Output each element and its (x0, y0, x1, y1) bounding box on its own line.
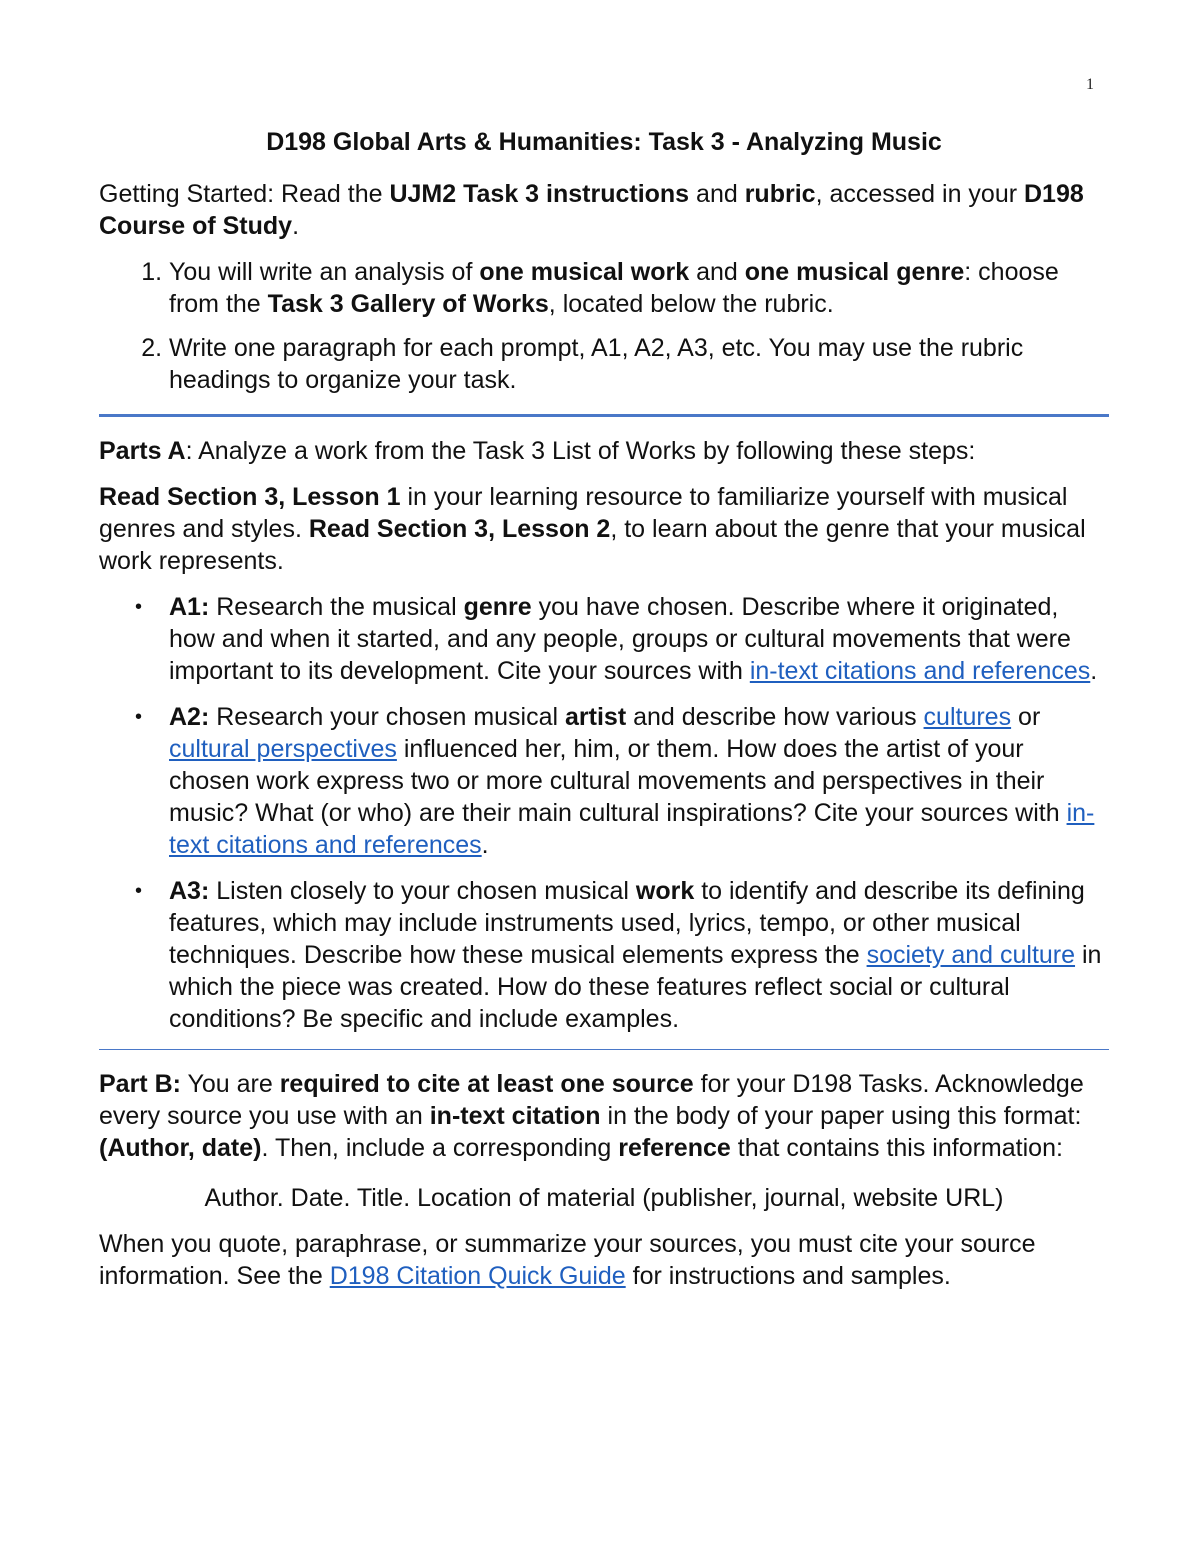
part-b-heading: Part B: (99, 1070, 181, 1098)
bold-text: D198 Course of Study (99, 180, 1084, 240)
steps-list (99, 256, 1109, 396)
bold-text: UJM2 Task 3 instructions (389, 180, 690, 208)
text: Research your chosen musical (209, 703, 566, 731)
text: for your D198 Tasks. Acknowledge every source you use with an (99, 1070, 1084, 1130)
part-b-paragraph (99, 1068, 1109, 1164)
text: in the body of your paper using this format: (600, 1102, 1082, 1130)
closing-paragraph (99, 1228, 1109, 1292)
text: or (1011, 703, 1041, 731)
text: that contains this information: (730, 1134, 1063, 1162)
bold-text: one musical genre (744, 258, 965, 286)
prompt-label: A2: (169, 703, 210, 731)
bold-text: one musical work (479, 258, 690, 286)
prompts-list (99, 591, 1109, 1035)
bold-text: in-text citation (429, 1102, 601, 1130)
citations-link[interactable]: in-text citations and references (749, 657, 1091, 685)
bold-text: Task 3 Gallery of Works (267, 290, 549, 318)
text: Getting Started: Read the (99, 180, 390, 208)
text: , accessed in your (815, 180, 1024, 208)
bullet-icon: • (135, 706, 143, 728)
text: in your learning resource to familiarize yourself with musical genres and styles. (99, 483, 1068, 543)
text: and describe how various (626, 703, 924, 731)
society-and-culture-link[interactable]: society and culture (866, 941, 1076, 969)
citations-link[interactable]: in-text citations and references (169, 799, 1095, 859)
text: you have chosen. Describe where it originated, how and when it started, and any people, groups or cultural movements that were important to its development. Cite your sources with (169, 593, 1071, 685)
list-item (169, 256, 1109, 320)
bold-text: reference (618, 1134, 731, 1162)
page-number: 1 (1086, 76, 1094, 93)
text: and (689, 180, 745, 208)
text: . Then, include a corresponding (261, 1134, 619, 1162)
read-instructions (99, 481, 1109, 577)
citation-guide-link[interactable]: D198 Citation Quick Guide (329, 1262, 626, 1290)
text: to identify and describe its defining features, which may include instruments used, lyrics, tempo, or other musical techniques. Describe how these musical elements express the (169, 877, 1085, 969)
document-title: D198 Global Arts & Humanities: Task 3 - Analyzing Music (266, 128, 942, 156)
section-divider (99, 1049, 1109, 1050)
bold-text: (Author, date) (99, 1134, 262, 1162)
document-body (99, 118, 1109, 1306)
bold-text: Read Section 3, Lesson 1 (99, 483, 401, 511)
text: for instructions and samples. (625, 1262, 951, 1290)
text: . (1090, 657, 1098, 685)
bold-text: artist (565, 703, 627, 731)
text: and (689, 258, 745, 286)
bold-text: genre (463, 593, 532, 621)
bold-text: required to cite at least one source (279, 1070, 694, 1098)
bold-text: rubric (744, 180, 816, 208)
text: : Analyze a work from the Task 3 List of Works by following these steps: (185, 437, 976, 465)
getting-started-paragraph (99, 178, 1109, 242)
text: , to learn about the genre that your musical work represents. (99, 515, 1086, 575)
text: , located below the rubric. (548, 290, 834, 318)
prompt-label: A3: (169, 877, 210, 905)
bold-text: work (635, 877, 695, 905)
bullet-icon: • (135, 596, 143, 618)
bold-text: Read Section 3, Lesson 2 (308, 515, 611, 543)
part-a-heading: Parts A (99, 437, 186, 465)
list-item (169, 332, 1109, 396)
text: When you quote, paraphrase, or summarize your sources, you must cite your source information. See the (99, 1230, 1036, 1290)
text: Write one paragraph for each prompt, A1, A2, A3, etc. You may use the rubric headings to organize your task. (169, 334, 1024, 394)
citation-format: Author. Date. Title. Location of material (publisher, journal, website URL) (204, 1184, 1004, 1212)
bullet-icon: • (135, 880, 143, 902)
prompt-a2 (135, 701, 1109, 861)
text: . (481, 831, 489, 859)
prompt-a1 (135, 591, 1109, 687)
section-divider (99, 414, 1109, 417)
prompt-a3 (135, 875, 1109, 1035)
part-a-intro (99, 435, 1109, 467)
text: You are (180, 1070, 280, 1098)
text: : choose from the (169, 258, 1059, 318)
text: . (292, 212, 300, 240)
cultures-link[interactable]: cultures (923, 703, 1012, 731)
cultural-perspectives-link[interactable]: cultural perspectives (169, 735, 397, 763)
text: Research the musical (209, 593, 464, 621)
text: in which the piece was created. How do these features reflect social or cultural conditions? Be specific and include examples. (169, 941, 1102, 1033)
text: You will write an analysis of (169, 258, 480, 286)
text: influenced her, him, or them. How does the artist of your chosen work express two or more cultural movements and perspectives in their music? What (or who) are their main cultural inspirations? Cite your sources with (169, 735, 1067, 827)
text: Listen closely to your chosen musical (209, 877, 636, 905)
prompt-label: A1: (169, 593, 210, 621)
